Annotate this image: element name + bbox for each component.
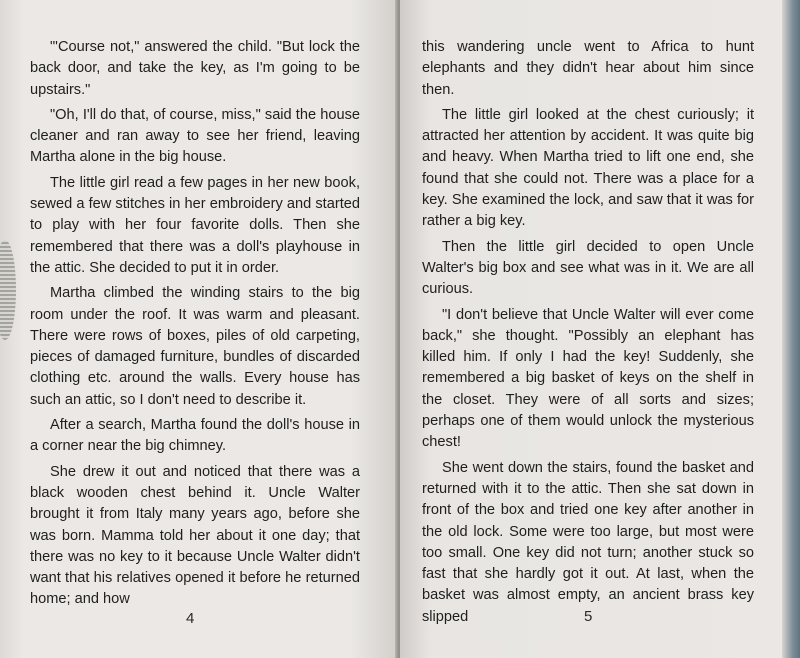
paragraph: After a search, Martha found the doll's house in a corner near the big chimney. — [30, 417, 360, 455]
page-edge-bookmark — [0, 240, 16, 340]
left-page — [0, 0, 398, 658]
paragraph: She drew it out and noticed that there was a black wooden chest behind it. Uncle Walter brought it from Italy many years ago, before she was born. Mamma told her about it one day; that there was no key to it because Uncle Walter didn't want that his relatives opened it before he returned home; and how — [30, 463, 360, 608]
paragraph: The little girl looked at the chest curiously; it attracted her attention by accident. It was quite big and heavy. When Martha tried to lift one end, she found that she could not. There was a place for a key. She examined the lock, and saw that it was for rather a big key. — [422, 106, 754, 230]
page-number-left: 4 — [186, 610, 195, 627]
paragraph: The little girl read a few pages in her new book, sewed a few stitches in her embroidery and started to play with her four favorite dolls. Then she remembered that there was a doll's playhouse in the attic. She decided to put it in order. — [30, 174, 360, 276]
paragraph-continuation: this wandering uncle went to Africa to hunt elephants and they didn't hear about him since then. — [422, 39, 754, 98]
paragraph: "'Course not," answered the child. "But lock the back door, and take the key, as I'm going to be upstairs." — [30, 39, 360, 98]
paragraph: She went down the stairs, found the basket and returned with it to the attic. Then she sat down in front of the box and tried one key after another in the old lock. Some were too large, but most were too small. One key did not turn; another stuck so fast that she hardly got it out. At last, when the basket was almost empty, an ancient brass key slipped — [422, 459, 754, 625]
book-cover-edge — [782, 0, 800, 658]
paragraph: Then the little girl decided to open Uncle Walter's big box and see what was in it. We are all curious. — [422, 238, 754, 298]
page-number-right: 5 — [584, 608, 593, 625]
paragraph: "Oh, I'll do that, of course, miss," said the house cleaner and ran away to see her friend, leaving Martha alone in the big house. — [30, 106, 360, 166]
right-page — [400, 0, 782, 658]
paragraph: Martha climbed the winding stairs to the big room under the roof. It was warm and pleasant. There were rows of boxes, piles of old carpeting, pieces of damaged furniture, bundles of discarded clothing etc. around the walls. Every house has such an attic, so I don't need to describe it. — [30, 285, 360, 408]
right-page-text — [422, 37, 754, 632]
paragraph: "I don't believe that Uncle Walter will ever come back," she thought. "Possibly an elephant has killed him. If only I had the key! Suddenly, she remembered a big basket of keys on the shelf in the closet. They were of all sorts and sizes; perhaps one of them would unlock the mysterious chest! — [422, 306, 754, 451]
left-page-text — [30, 37, 360, 615]
